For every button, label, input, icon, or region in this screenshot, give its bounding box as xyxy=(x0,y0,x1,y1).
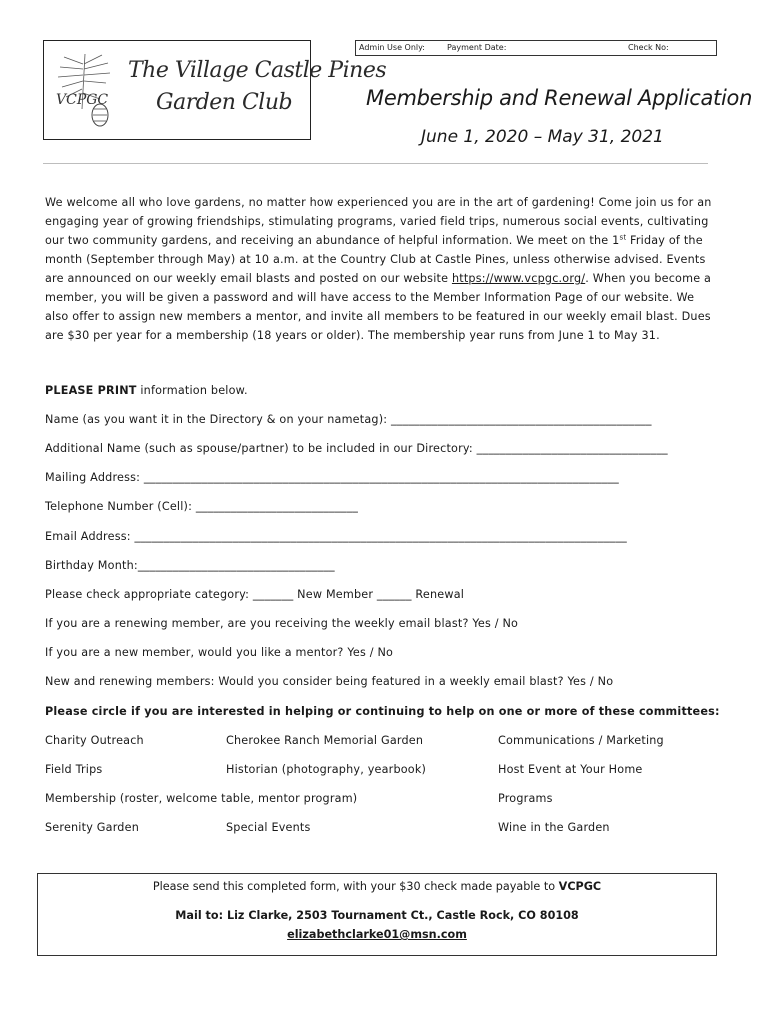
birthday-field[interactable]: Birthday Month:__________________________________ xyxy=(45,559,335,572)
question-featured[interactable]: New and renewing members: Would you consider being featured in a weekly email blast? Yes / No xyxy=(45,675,614,688)
intro-paragraph: We welcome all who love gardens, no matter how experienced you are in the art of gardening! Come join us for an engaging year of growing friendships, stimulating programs, varied field trips, numerous social events, cultivating our two community gardens, and receiving an abundance of helpful information. We meet on the 1st Friday of the month (September through May) at 10 a.m. at the Country Club at Castle Pines, unless otherwise advised. Events are announced on our weekly email blasts and posted on our website https://www.vcpgc.org/. When you become a member, you will be given a password and will have access to the Member Information Page of our website. We also offer to assign new members a mentor, and invite all members to be featured in our weekly email blast. Dues are $30 per year for a membership (18 years or older). The membership year runs from June 1 to May 31. xyxy=(45,196,712,342)
question-mentor[interactable]: If you are a new member, would you like a mentor? Yes / No xyxy=(45,646,394,659)
logo-title xyxy=(128,55,387,119)
payment-date-label: Payment Date: xyxy=(447,43,507,52)
committee-historian[interactable]: Historian (photography, yearbook) xyxy=(226,763,427,776)
admin-use-box xyxy=(355,40,717,56)
website-link[interactable]: https://www.vcpgc.org/ xyxy=(451,272,586,285)
page-title: Membership and Renewal Application xyxy=(366,86,753,110)
membership-dates: June 1, 2020 – May 31, 2021 xyxy=(421,127,664,147)
additional-name-field[interactable]: Additional Name (such as spouse/partner) to be included in our Directory: _________________________________ xyxy=(45,442,668,455)
committee-membership[interactable]: Membership (roster, welcome table, mentor program) xyxy=(45,792,358,805)
committee-charity-outreach[interactable]: Charity Outreach xyxy=(45,734,144,747)
committee-communications[interactable]: Communications / Marketing xyxy=(498,734,664,747)
pine-cone-icon xyxy=(52,49,118,131)
contact-email[interactable]: elizabethclarke01@msn.com xyxy=(287,928,467,941)
committee-cherokee-ranch[interactable]: Cherokee Ranch Memorial Garden xyxy=(226,734,424,747)
telephone-field[interactable]: Telephone Number (Cell): ____________________________ xyxy=(45,500,359,513)
committee-host-event[interactable]: Host Event at Your Home xyxy=(498,763,643,776)
mailing-instructions-box xyxy=(37,873,717,956)
committee-serenity-garden[interactable]: Serenity Garden xyxy=(45,821,139,834)
category-field[interactable]: Please check appropriate category: _______ New Member ______ Renewal xyxy=(45,588,465,601)
committee-special-events[interactable]: Special Events xyxy=(226,821,311,834)
admin-use-label: Admin Use Only: xyxy=(359,43,425,52)
question-renewing-email[interactable]: If you are a renewing member, are you receiving the weekly email blast? Yes / No xyxy=(45,617,519,630)
logo-emblem-text: VCPGC xyxy=(56,92,109,108)
logo-title-line1: The Village Castle Pines xyxy=(128,58,387,83)
committee-wine-garden[interactable]: Wine in the Garden xyxy=(498,821,610,834)
club-logo xyxy=(43,40,387,140)
committees-heading: Please circle if you are interested in helping or continuing to help on one or more of these committees: xyxy=(45,705,720,718)
send-instructions: Please send this completed form, with your $30 check made payable to VCPGC xyxy=(152,880,602,893)
committee-programs[interactable]: Programs xyxy=(498,792,553,805)
check-no-label: Check No: xyxy=(628,43,669,52)
mailing-address-field[interactable]: Mailing Address: __________________________________________________________________________________ xyxy=(45,471,619,484)
divider xyxy=(43,163,708,164)
mail-to-address: Mail to: Liz Clarke, 2503 Tournament Ct., Castle Rock, CO 80108 xyxy=(175,909,579,922)
name-field[interactable]: Name (as you want it in the Directory & on your nametag): _____________________________________________ xyxy=(45,413,652,426)
email-field[interactable]: Email Address: _____________________________________________________________________________________ xyxy=(45,530,627,543)
print-instruction: PLEASE PRINT information below. xyxy=(45,384,248,397)
committee-field-trips[interactable]: Field Trips xyxy=(45,763,103,776)
logo-title-line2: Garden Club xyxy=(156,90,293,115)
